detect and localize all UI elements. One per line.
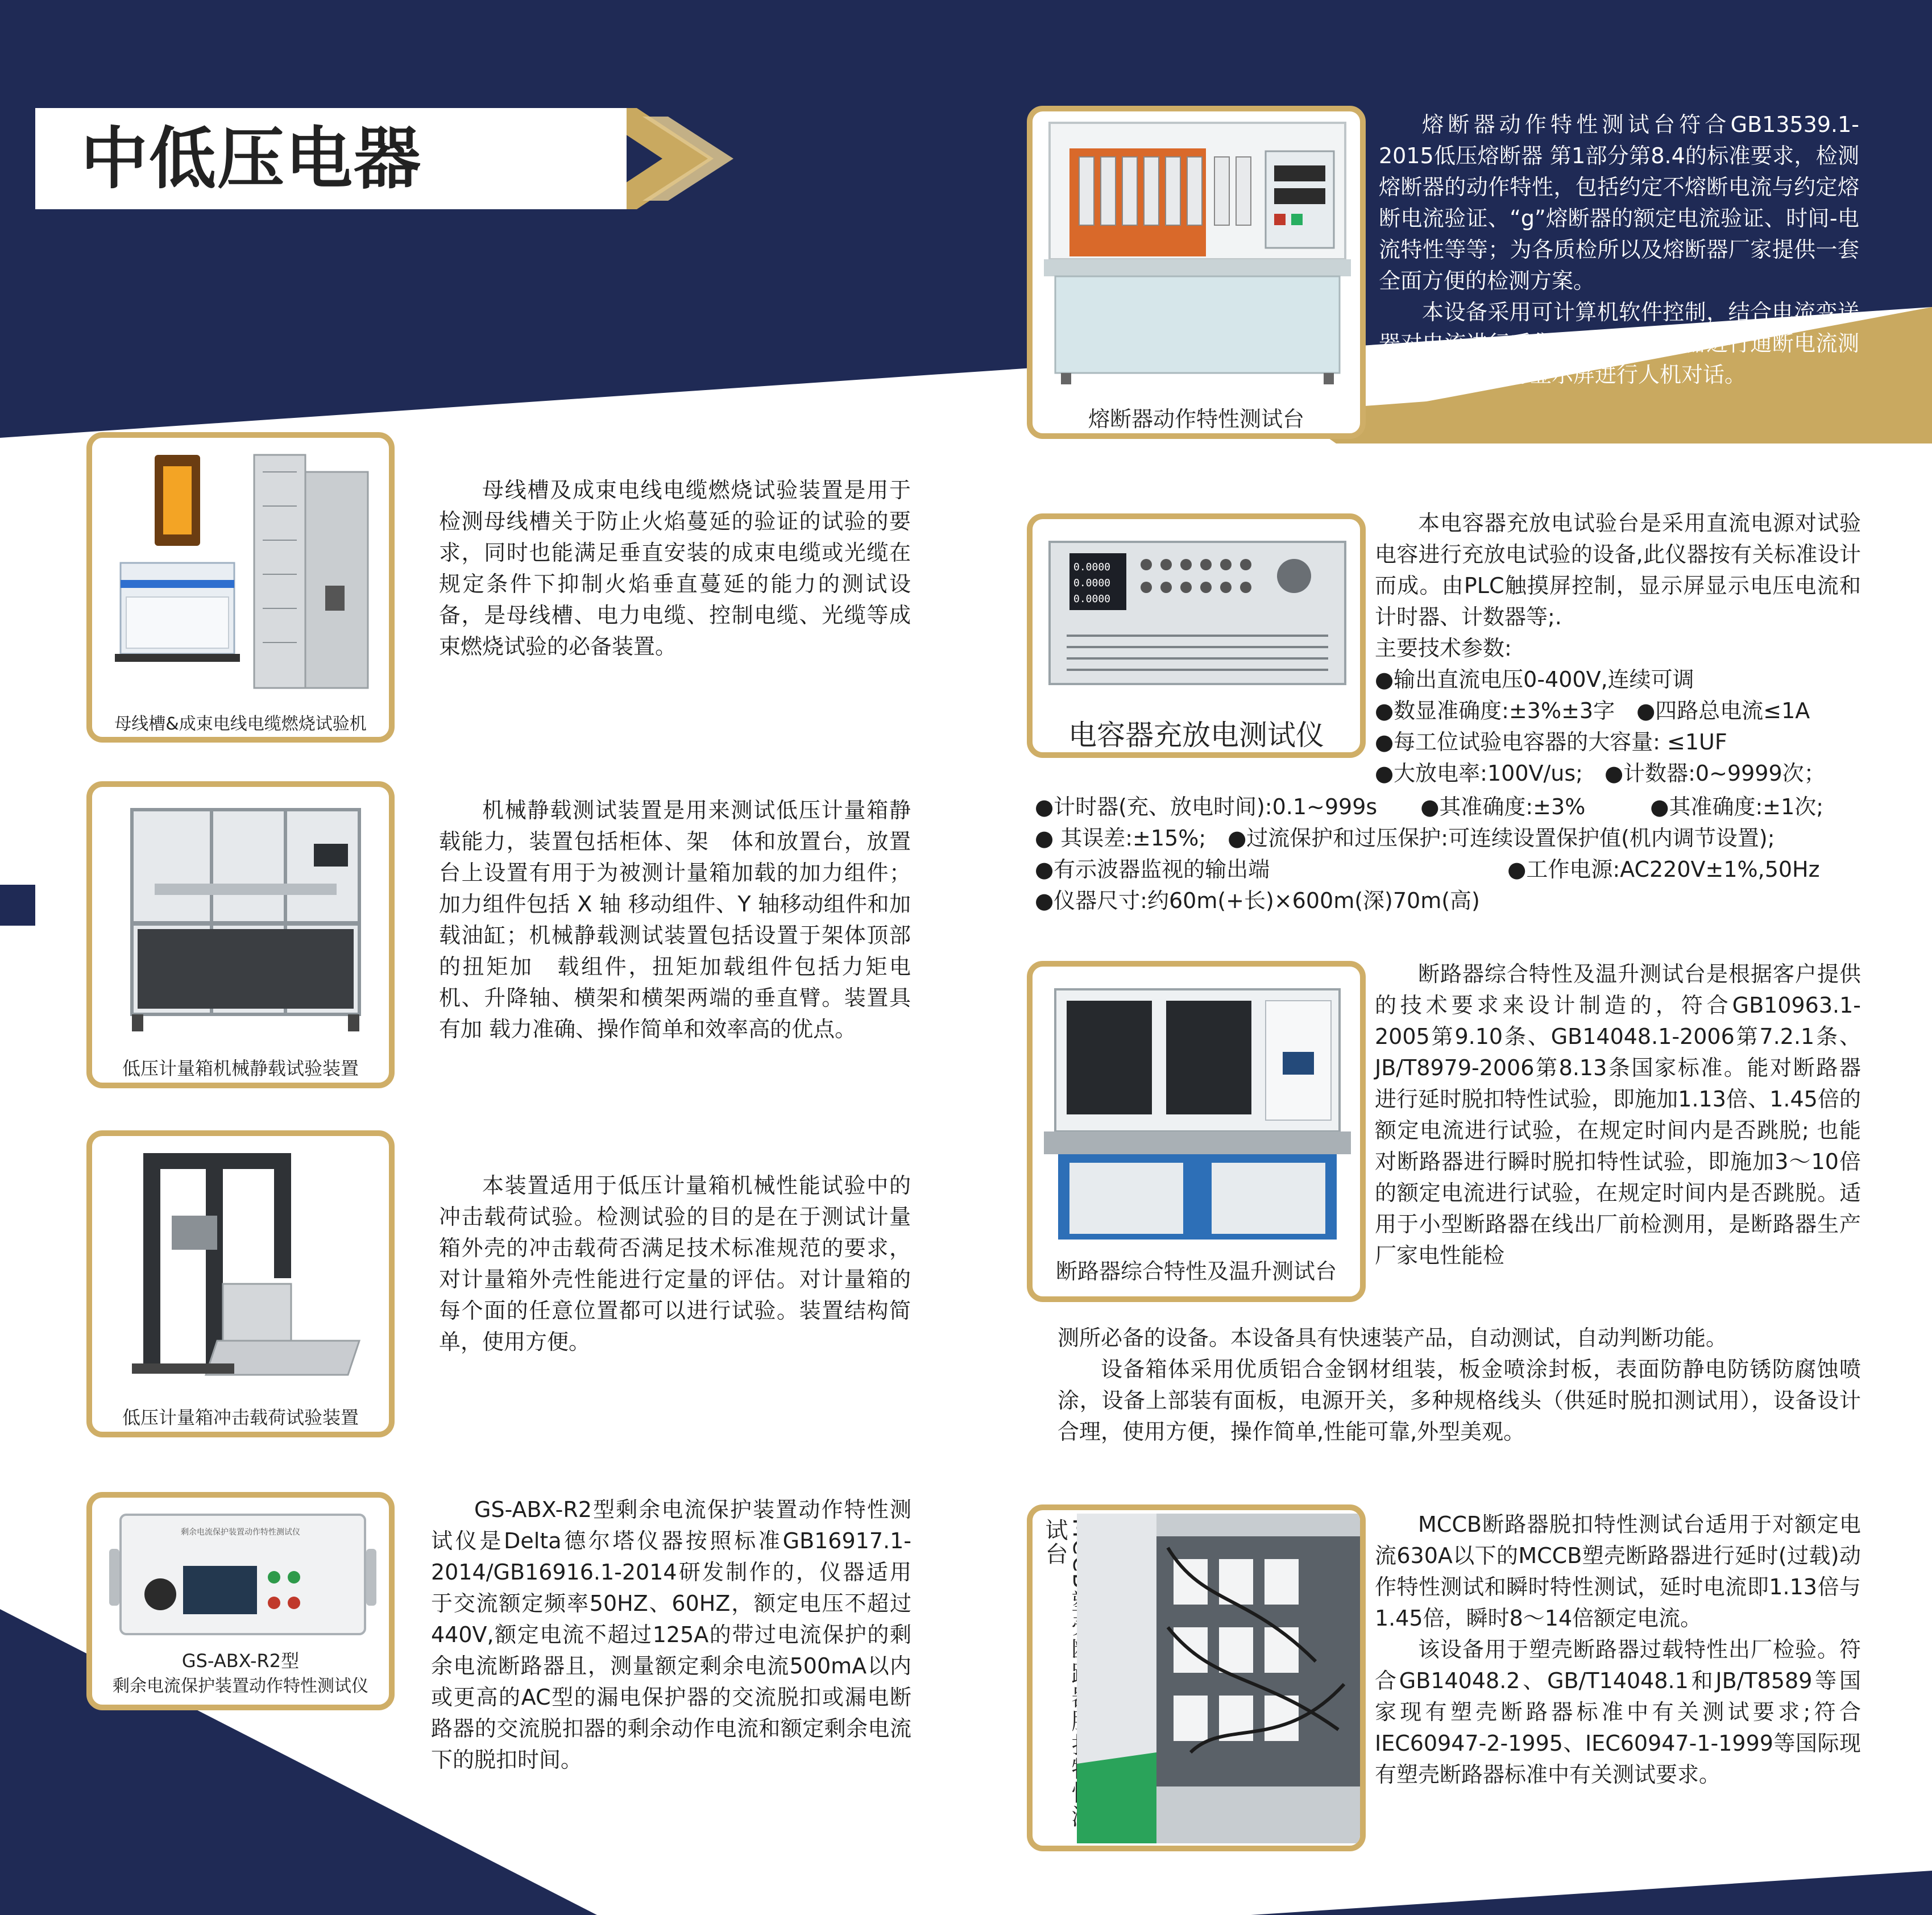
fuse-description <box>1379 109 1859 391</box>
capacitor-spec-6: ● 其误差:±15%; ●过流保护和过压保护:可连续设置保护值(机内调节设置); <box>1035 826 1775 851</box>
breaker-caption: 断路器综合特性及温升测试台 <box>1055 1259 1337 1284</box>
cable-card <box>86 432 395 743</box>
mccb-caption: 试台 <box>1042 1518 1068 1566</box>
capacitor-spec-7: ●有示波器监视的输出端 ●工作电源:AC220V±1%,50Hz <box>1035 857 1820 882</box>
fuse-paragraph-2: 本设备采用可计算机软件控制，结合电流变送器对电流进行采集测量，对熔断器进行通断电流测试，通过电脑与显示屏进行人机对话。 <box>1379 300 1859 387</box>
page-title: 中低压电器 <box>81 119 422 198</box>
breaker-bench-photo <box>1044 978 1351 1251</box>
capacitor-description <box>1375 508 1861 789</box>
mccb-paragraph-2: 该设备用于塑壳断路器过载特性出厂检验。符合GB14048.2、GB/T14048.1和JB/T8589等国家现有塑壳断路器标准中有关测试要求;符合IEC60947-2-1995、IEC60947-1-1999等国际现有塑壳断路器标准中有关测试要求。 <box>1375 1637 1861 1787</box>
capacitor-spec-1: ●输出直流电压0-400V,连续可调 <box>1375 667 1694 692</box>
static-load-photo <box>121 798 371 1043</box>
svg-text:0.0000: 0.0000 <box>1073 561 1111 573</box>
mccb-card <box>1027 1504 1366 1851</box>
breaker-paragraph-1: 断路器综合特性及温升测试台是根据客户提供的技术要求来设计制造的，符合GB10963.1-2005第9.10条、GB14048.1-2006第7.2.1条、JB/T8979-2006第8.13条国家标准。能对断路器进行延时脱扣特性试验，即施加1.13倍、1.45倍的额定电流进行试验，在规定时间内是否跳脱; 也能对断路器进行瞬时脱扣特性试验，即施加3～10倍的额定电流进行试验，在规定时间内是否跳脱。适用于小型断路器在线出厂前检测用，是断路器生产厂家电性能检 <box>1375 961 1861 1268</box>
cable-tester-photo <box>115 449 376 699</box>
rcd-panel-text: 剩余电流保护装置动作特性测试仪 <box>181 1528 300 1537</box>
mccb-description <box>1375 1509 1861 1790</box>
fuse-caption: 熔断器动作特性测试台 <box>1088 407 1304 432</box>
capacitor-card <box>1027 513 1366 758</box>
fuse-paragraph-1: 熔断器动作特性测试台符合GB13539.1-2015低压熔断器 第1部分第8.4的标准要求，检测熔断器的动作特性，包括约定不熔断电流与约定熔断电流验证、“g”熔断器的额定电流验证、时间-电流特性等等；为各质检所以及熔断器厂家提供一套全面方便的检测方案。 <box>1379 112 1859 293</box>
title-bar <box>35 108 627 209</box>
mccb-bench-photo <box>1077 1514 1361 1843</box>
breaker-card <box>1027 961 1366 1302</box>
breaker-paragraph-1b: 测所必备的设备。本设备具有快速装产品，自动测试，自动判断功能。 <box>1058 1325 1728 1350</box>
static-load-card <box>86 781 395 1088</box>
static-load-paragraph-1: 机械静载测试装置是用来测试低压计量箱静载能力，装置包括柜体、架 体和放置台，放置台上设置有用于为被测计量箱加载的加力组件；加力组件包括 X 轴 移动组件、Y 轴移动组件和加载油缸；机械静载测试装置包括设置于架体顶部的扭矩加 载组件，扭矩加载组件包括力矩电机、升降轴、横架和横架两端的垂直臂。装置具有加 载力准确、操作简单和效率高的优点。 <box>439 798 911 1042</box>
impact-paragraph-1: 本装置适用于低压计量箱机械性能试验中的冲击载荷试验。检测试验的目的是在于测试计量箱外壳的冲击载荷否满足技术标准规范的要求，对计量箱外壳性能进行定量的评估。对计量箱的每个面的任意位置都可以进行试验。装置结构简单，使用方便。 <box>439 1173 911 1354</box>
capacitor-params-title: 主要技术参数: <box>1375 636 1512 661</box>
breaker-description <box>1375 959 1861 1271</box>
navy-bottom-right <box>1251 1871 1932 1915</box>
rcd-paragraph-1: GS-ABX-R2型剩余电流保护装置动作特性测试仪是Delta德尔塔仪器按照标准GB16917.1-2014/GB16916.1-2014研发制作的，仪器适用于交流额定频率50HZ、60HZ，额定电压不超过440V,额定电流不超过125A的带过电流保护的剩余电流断路器且，测量额定剩余电流500mA以内或更高的AC型的漏电保护器的交流脱扣或漏电断路器的交流脱扣器的剩余动作电流和额定剩余电流下的脱扣时间。 <box>431 1497 911 1772</box>
impact-description <box>439 1170 911 1358</box>
breaker-paragraph-2: 设备箱体采用优质铝合金钢材组装，板金喷涂封板，表面防静电防锈防腐蚀喷涂，设备上部装有面板，电源开关，多种规格线头（供延时脱扣测试用），设备设计合理，使用方便，操作简单,性能可靠,外型美观。 <box>1058 1357 1861 1444</box>
rcd-caption-model: GS-ABX-R2型 <box>181 1650 300 1672</box>
svg-text:0.0000: 0.0000 <box>1073 577 1111 589</box>
static-load-description <box>439 795 911 1045</box>
rcd-tester-photo <box>103 1503 382 1645</box>
side-marker <box>0 885 35 926</box>
breaker-description-cont <box>1058 1323 1861 1448</box>
svg-text:0.0000: 0.0000 <box>1073 593 1111 605</box>
impact-caption: 低压计量箱冲击载荷试验装置 <box>122 1407 359 1428</box>
static-load-caption: 低压计量箱机械静载试验装置 <box>122 1058 359 1079</box>
fuse-bench-photo <box>1044 117 1351 390</box>
capacitor-spec-8: ●仪器尺寸:约60m(+长)×600m(深)70m(高) <box>1035 888 1480 913</box>
fuse-card <box>1027 106 1366 439</box>
rcd-caption-name: 剩余电流保护装置动作特性测试仪 <box>113 1676 368 1696</box>
capacitor-spec-3: ●每工位试验电容器的大容量: ≤1UF <box>1375 729 1727 755</box>
capacitor-spec-5: ●计时器(充、放电时间):0.1~999s ●其准确度:±3% ●其准确度:±1次; <box>1035 794 1824 819</box>
rcd-description <box>431 1494 911 1776</box>
mccb-paragraph-1: MCCB断路器脱扣特性测试台适用于对额定电流630A以下的MCCB塑壳断路器进行延时(过载)动作特性测试和瞬时特性测试，延时电流即1.13倍与1.45倍，瞬时8～14倍额定电流。 <box>1375 1512 1861 1631</box>
cable-caption: 母线槽&成束电线电缆燃烧试验机 <box>114 714 367 734</box>
capacitor-caption: 电容器充放电测试仪 <box>1068 719 1324 752</box>
capacitor-spec-2: ●数显准确度:±3%±3字 ●四路总电流≤1A <box>1375 698 1810 723</box>
rcd-card <box>86 1492 395 1710</box>
capacitor-spec-4: ●大放电率:100V/us; ●计数器:0~9999次； <box>1375 761 1826 786</box>
capacitor-tester-photo <box>1044 536 1351 695</box>
cable-paragraph-1: 母线槽及成束电线电缆燃烧试验装置是用于检测母线槽关于防止火焰蔓延的验证的试验的要求，同时也能满足垂直安装的成束电缆或光缆在规定条件下抑制火焰垂直蔓延的能力的测试设备，是母线槽、电力电缆、控制电缆、光缆等成束燃烧试验的必备装置。 <box>439 478 911 659</box>
impact-tester-photo <box>121 1147 371 1392</box>
impact-card <box>86 1130 395 1437</box>
cable-description <box>439 475 911 662</box>
capacitor-paragraph-1: 本电容器充放电试验台是采用直流电源对试验电容进行充放电试验的设备,此仪器按有关标准设计而成。由PLC触摸屏控制，显示屏显示电压电流和计时器、计数器等;. <box>1375 511 1861 629</box>
